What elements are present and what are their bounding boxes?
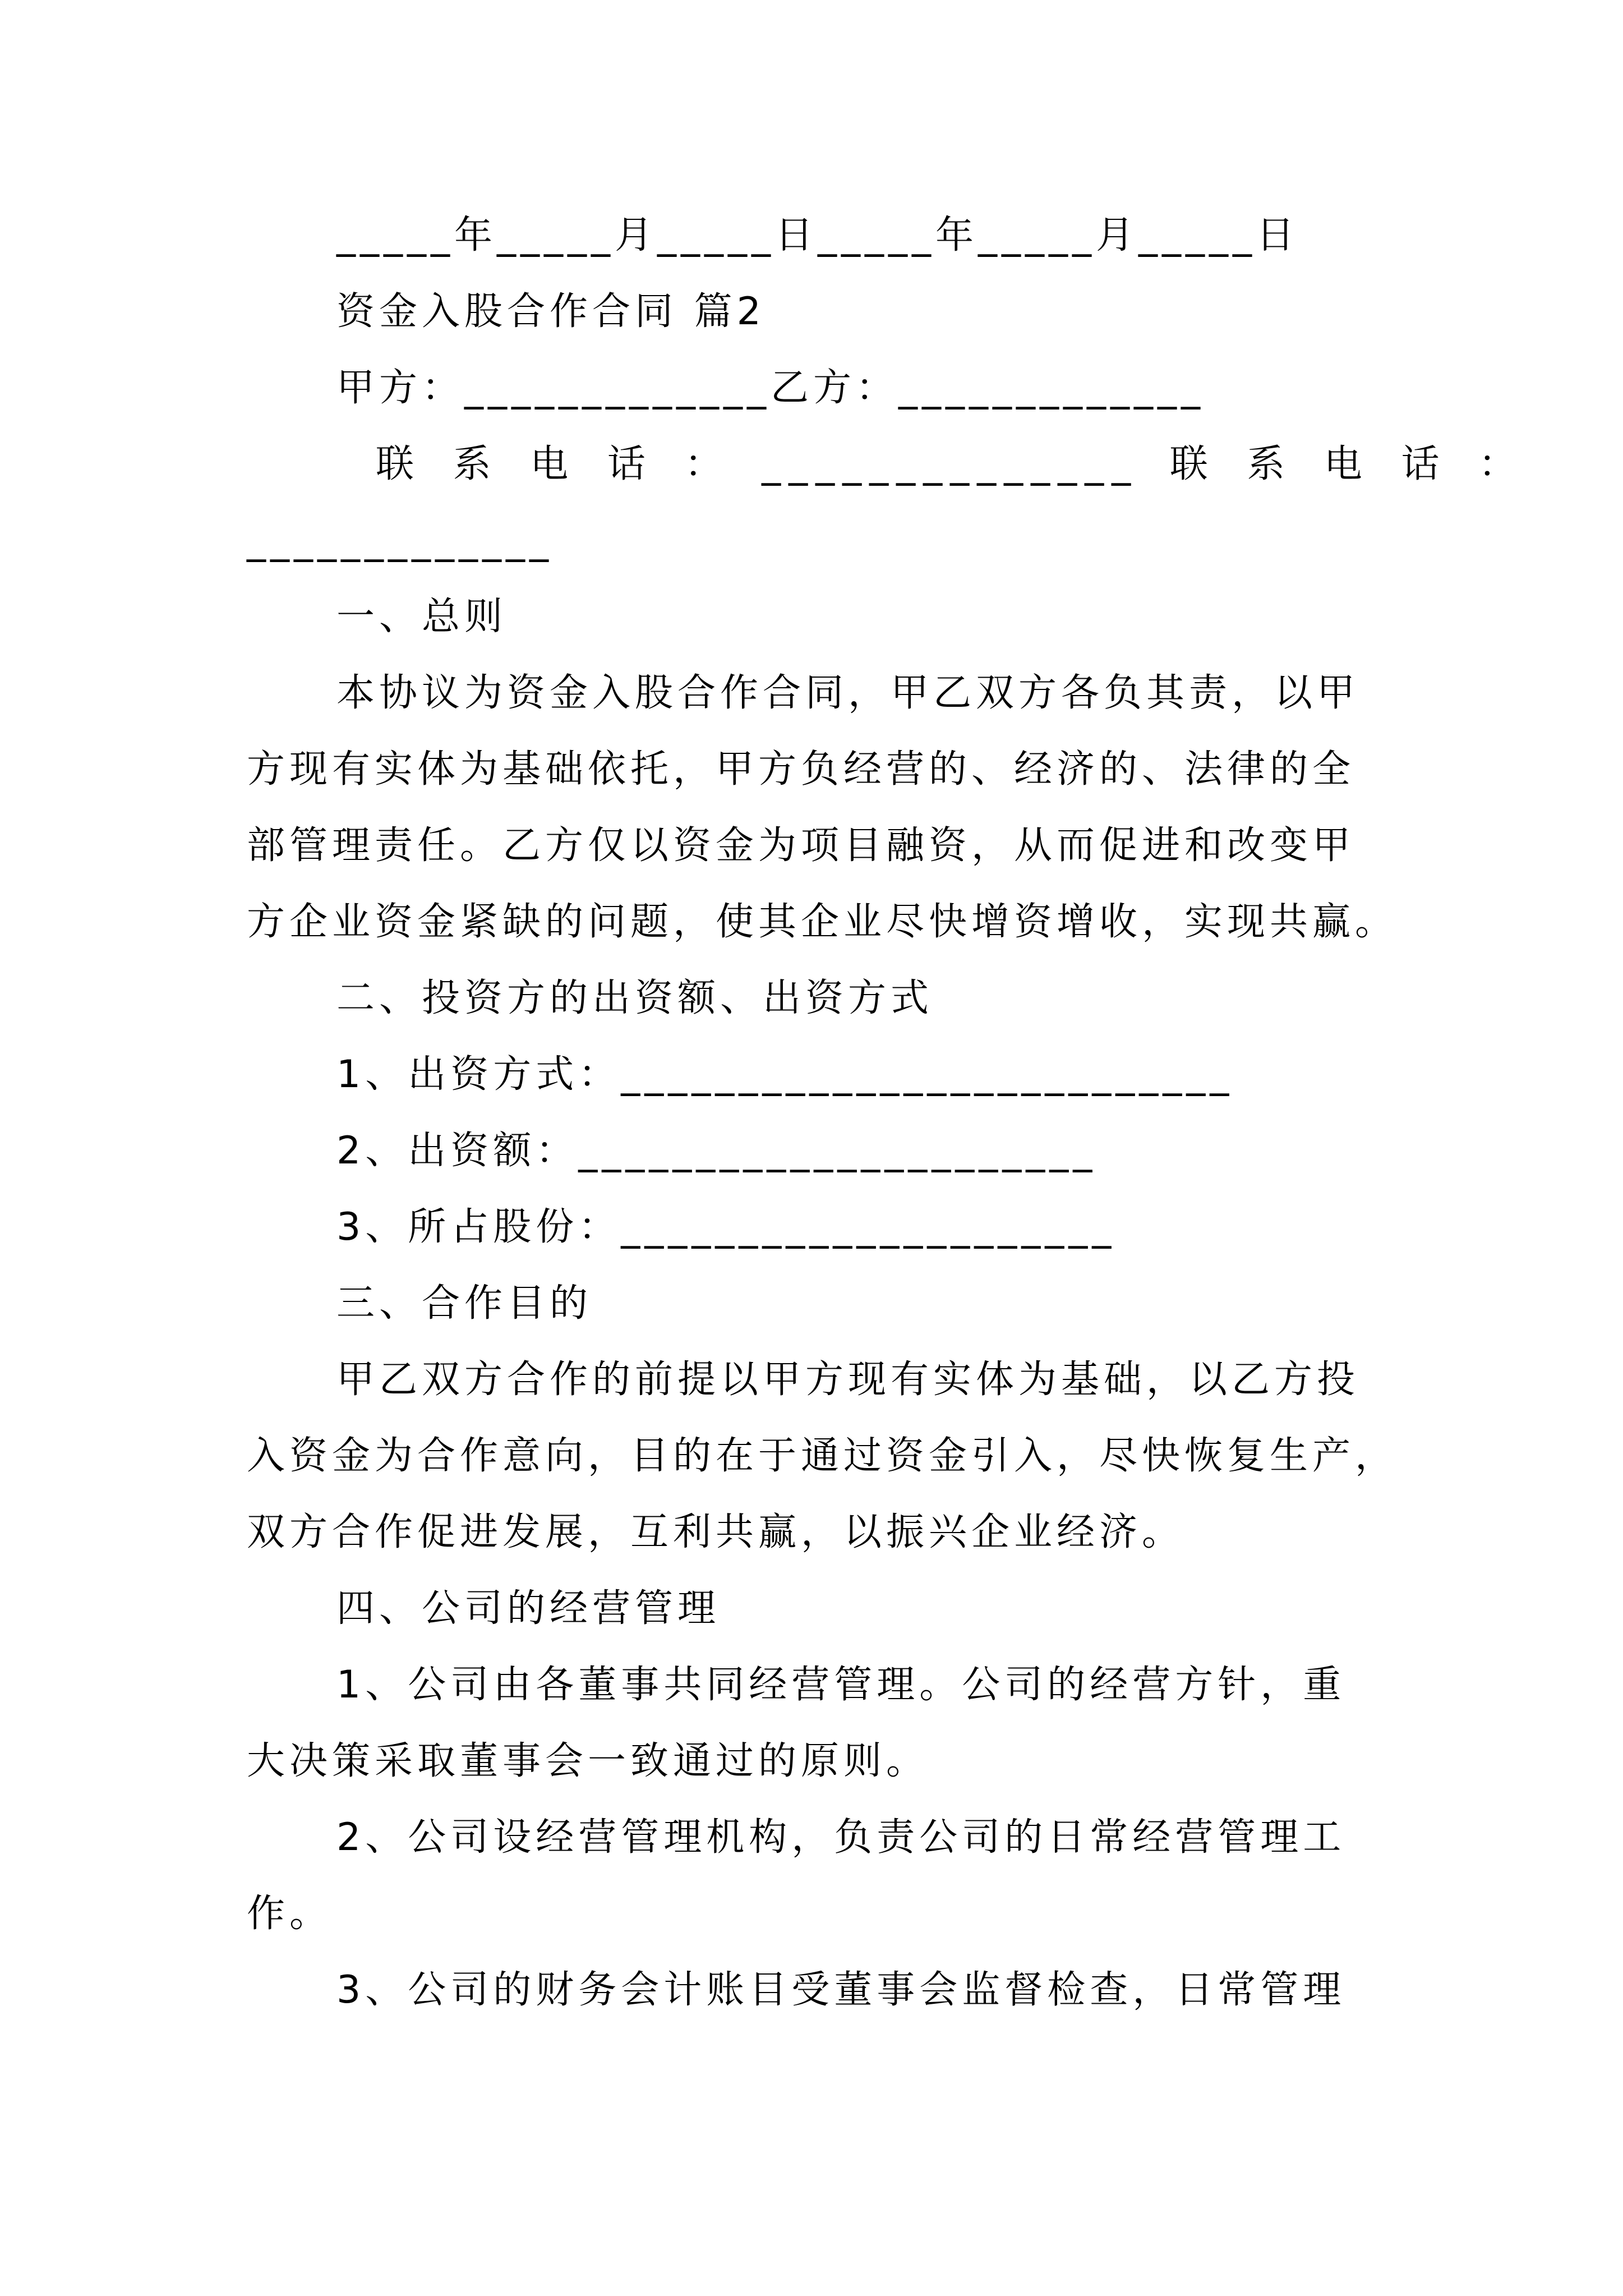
section-3-heading: 三、合作目的 — [336, 1281, 593, 1326]
paragraph-line: 作。 — [247, 1892, 333, 1936]
paragraph-line: 2、公司设经营管理机构，负责公司的日常经营管理工 — [336, 1815, 1346, 1860]
date-blank-line: _____年_____月_____日_____年_____月_____日 — [336, 213, 1299, 257]
document-title: 资金入股合作合同 篇2 — [336, 289, 766, 334]
paragraph-line: 方现有实体为基础依托，甲方负经营的、经济的、法律的全 — [247, 747, 1355, 792]
contact-phone-line: 联 系 电 话 ： ______________ 联 系 电 话 ： — [376, 442, 1525, 486]
paragraph-line: 3、公司的财务会计账目受董事会监督检查，日常管理 — [336, 1968, 1346, 2012]
party-a-party-b-line: 甲方：_____________乙方：_____________ — [336, 366, 1205, 410]
form-field-capital-method: 1、出资方式：__________________________ — [336, 1052, 1234, 1097]
paragraph-line: 大决策采取董事会一致通过的原则。 — [247, 1739, 929, 1783]
paragraph-line: 甲乙双方合作的前提以甲方现有实体为基础，以乙方投 — [336, 1358, 1360, 1402]
form-field-capital-amount: 2、出资额：______________________ — [336, 1129, 1097, 1173]
paragraph-line: 1、公司由各董事共同经营管理。公司的经营方针，重 — [336, 1663, 1346, 1707]
paragraph-line: 部管理责任。乙方仅以资金为项目融资，从而促进和改变甲 — [247, 823, 1355, 868]
section-2-heading: 二、投资方的出资额、出资方式 — [336, 976, 934, 1020]
paragraph-line: 入资金为合作意向，目的在于通过资金引入，尽快恢复生产， — [247, 1434, 1398, 1478]
blank-underline: _____________ — [247, 518, 553, 563]
paragraph-line: 双方合作促进发展，互利共赢，以振兴企业经济。 — [247, 1510, 1185, 1554]
section-1-heading: 一、总则 — [336, 595, 508, 639]
form-field-share-ratio: 3、所占股份：_____________________ — [336, 1205, 1116, 1249]
paragraph-line: 方企业资金紧缺的问题，使其企业尽快增资增收，实现共赢。 — [247, 900, 1398, 944]
paragraph-line: 本协议为资金入股合作合同，甲乙双方各负其责，以甲 — [336, 671, 1360, 715]
section-4-heading: 四、公司的经营管理 — [336, 1586, 721, 1631]
